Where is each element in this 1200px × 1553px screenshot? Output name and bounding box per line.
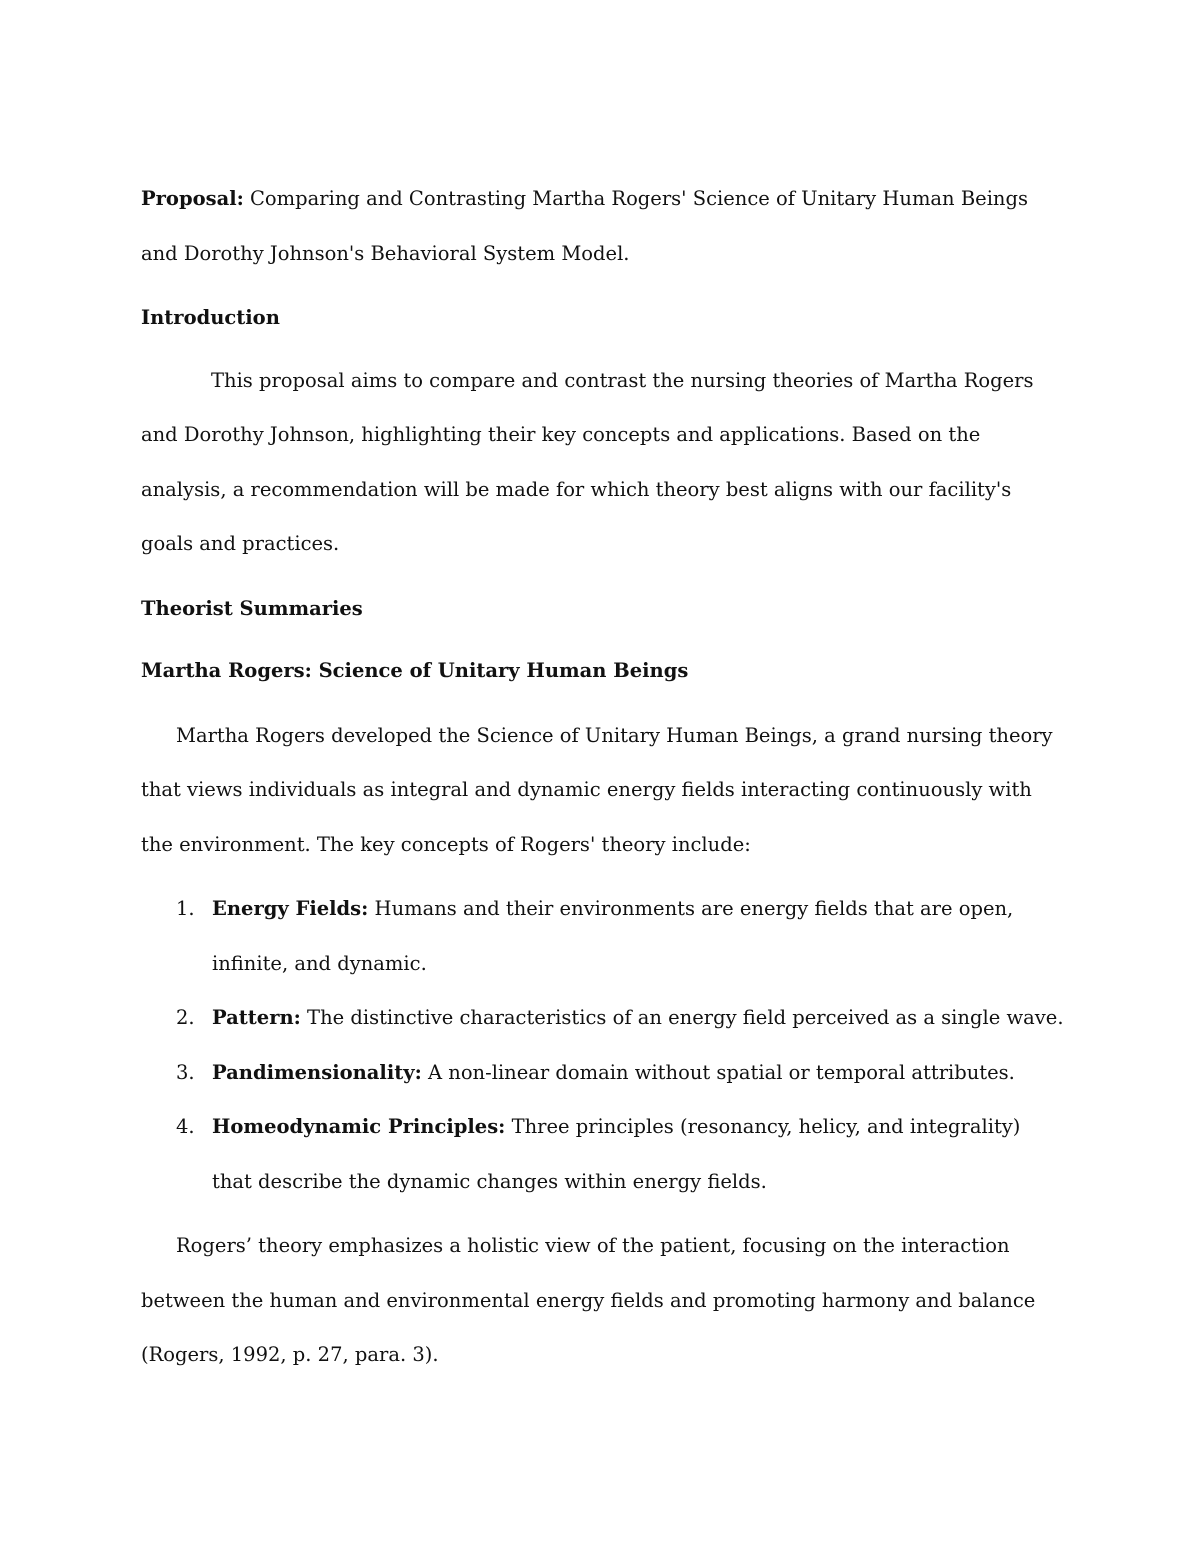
concept-description: The distinctive characteristics of an energy field perceived as a single wave. <box>300 1006 1064 1029</box>
rogers-heading: Martha Rogers: Science of Unitary Human Beings <box>141 659 689 682</box>
rogers-closing-paragraph: Rogers’ theory emphasizes a holistic view of the patient, focusing on the interaction between the human and environmental energy fields and promoting harmony and balance (Rogers, 1992, p. 27, para. 3). <box>141 1234 1036 1366</box>
proposal-text: Comparing and Contrasting Martha Rogers' Science of Unitary Human Beings and Dorothy Johnson's Behavioral System Model. <box>141 187 1028 265</box>
proposal-statement <box>141 172 1066 281</box>
list-item-number: 2. <box>176 1006 195 1029</box>
document-body <box>141 172 1066 1383</box>
list-item <box>141 1046 1066 1101</box>
proposal-label: Proposal: <box>141 187 244 210</box>
list-item-number: 1. <box>176 897 195 920</box>
theorist-summaries-heading: Theorist Summaries <box>141 596 363 620</box>
concept-description: Three principles (resonancy, helicy, and integrality) that describe the dynamic changes within energy fields. <box>212 1115 1021 1193</box>
list-item <box>141 1100 1066 1209</box>
rogers-intro-paragraph: Martha Rogers developed the Science of Unitary Human Beings, a grand nursing theory that views individuals as integral and dynamic energy fields interacting continuously with the environment. The key concepts of Rogers' theory include: <box>141 723 1053 856</box>
concept-description: Humans and their environments are energy fields that are open, infinite, and dynamic. <box>212 897 1014 975</box>
list-item-number: 4. <box>176 1115 195 1138</box>
rogers-concepts-list <box>141 882 1066 1209</box>
concept-term: Pattern: <box>212 1006 301 1029</box>
list-item-number: 3. <box>176 1060 195 1084</box>
introduction-heading: Introduction <box>141 306 280 329</box>
list-item <box>141 991 1066 1046</box>
concept-description: A non-linear domain without spatial or temporal attributes. <box>421 1060 1015 1084</box>
introduction-paragraph: This proposal aims to compare and contrast the nursing theories of Martha Rogers and Dorothy Johnson, highlighting their key concepts and applications. Based on the analysis, a recommendation will be made for which theory best aligns with our facility's goals and practices. <box>141 368 1034 555</box>
concept-term: Pandimensionality: <box>212 1060 422 1084</box>
list-item <box>141 882 1066 991</box>
concept-term: Energy Fields: <box>212 897 369 920</box>
concept-term: Homeodynamic Principles: <box>212 1115 506 1138</box>
